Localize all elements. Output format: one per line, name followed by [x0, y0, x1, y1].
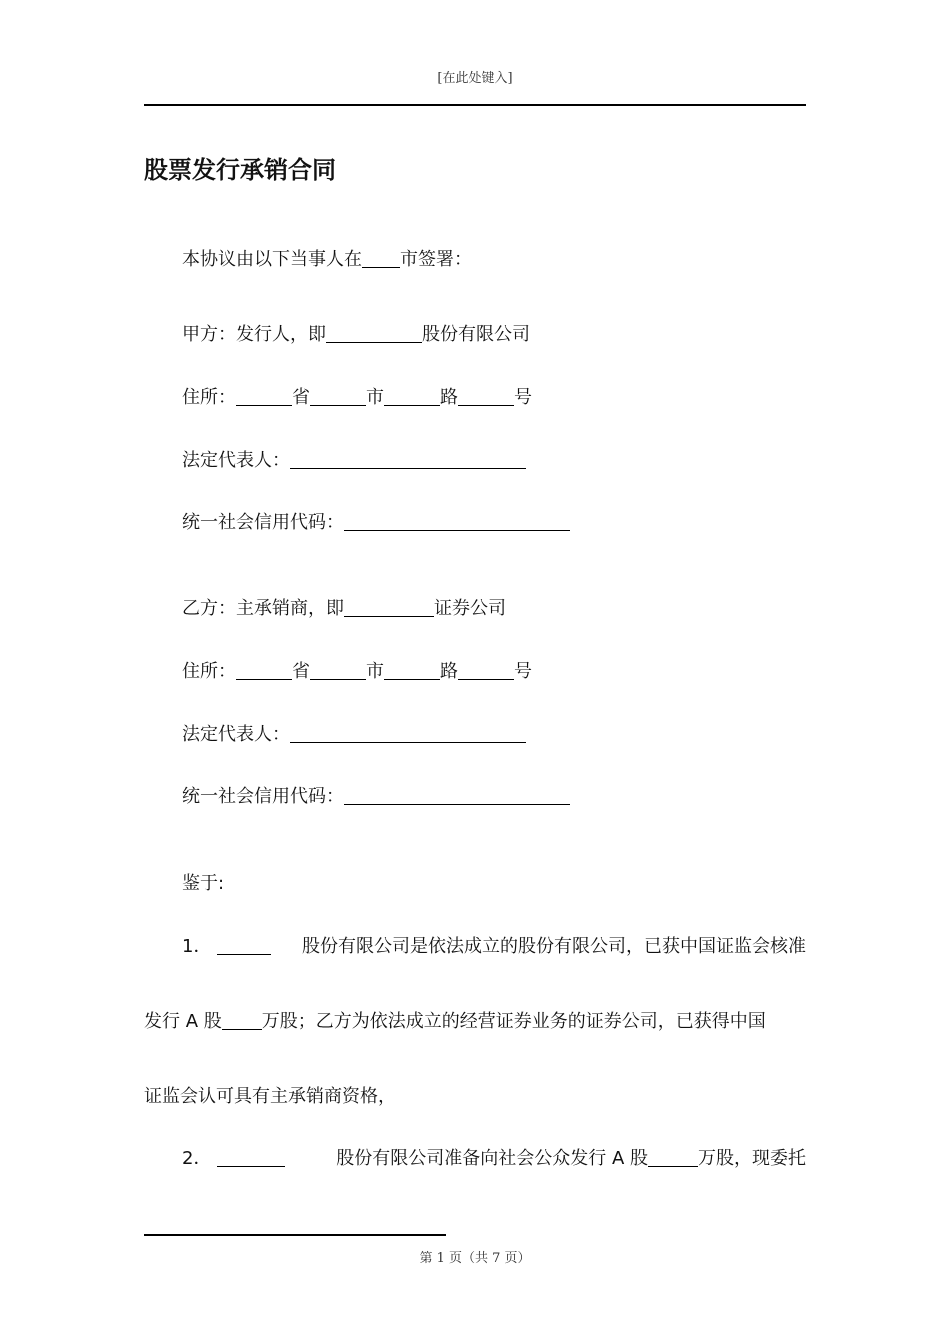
- party-b-line: [182, 594, 506, 620]
- city-blank: [310, 661, 366, 680]
- clause-1-number: 1．: [182, 932, 271, 958]
- credit-blank: [344, 786, 570, 805]
- number-unit: 号: [514, 387, 532, 408]
- share-amount-blank: [648, 1148, 698, 1167]
- clause-2-text: 股份有限公司准备向社会公众发行 A 股 万股，现委托: [336, 1148, 806, 1169]
- road-unit: 路: [440, 661, 458, 682]
- party-a-rep: [182, 446, 526, 472]
- province-blank: [236, 387, 292, 406]
- company-blank: [217, 936, 271, 955]
- road-blank: [384, 661, 440, 680]
- clause-1-line-2: [144, 1007, 766, 1033]
- party-a-suffix: 股份有限公司: [422, 324, 530, 345]
- intro-pre: 本协议由以下当事人在: [182, 249, 362, 270]
- rep-blank: [290, 450, 526, 469]
- city-blank: [310, 387, 366, 406]
- company-blank: [217, 1148, 285, 1167]
- party-b-address: [182, 657, 532, 683]
- party-b-suffix: 证券公司: [434, 598, 506, 619]
- footnote-rule: [144, 1234, 446, 1236]
- province-blank: [236, 661, 292, 680]
- credit-blank: [344, 512, 570, 531]
- clause-1-line-3: 证监会认可具有主承销商资格，: [144, 1086, 396, 1107]
- address-label: 住所：: [182, 387, 236, 408]
- credit-label: 统一社会信用代码：: [182, 786, 344, 807]
- clause-1-text: 股份有限公司是依法成立的股份有限公司，已获中国证监会核准: [302, 936, 806, 957]
- page-footer: 第 1 页（共 7 页）: [419, 1251, 531, 1266]
- header-rule: [144, 104, 806, 106]
- clause-1-share-label: 发行 A 股: [144, 1011, 222, 1032]
- rep-label: 法定代表人：: [182, 450, 290, 471]
- road-unit: 路: [440, 387, 458, 408]
- party-a-address: [182, 383, 532, 409]
- party-a-line: [182, 320, 530, 346]
- city-unit: 市: [366, 661, 384, 682]
- province-unit: 省: [292, 387, 310, 408]
- clause-1-text-2: 万股；乙方为依法成立的经营证券业务的证券公司，已获得中国: [261, 1011, 766, 1032]
- party-a-label: 甲方：发行人，即: [182, 324, 326, 345]
- party-b-label: 乙方：主承销商，即: [182, 598, 344, 619]
- clause-2-line-1: [182, 1144, 806, 1170]
- share-amount-blank: [222, 1011, 262, 1030]
- rep-label: 法定代表人：: [182, 724, 290, 745]
- whereas-heading: 鉴于:: [182, 873, 225, 894]
- city-unit: 市: [366, 387, 384, 408]
- clause-2-number: 2．: [182, 1144, 285, 1170]
- road-blank: [384, 387, 440, 406]
- number-blank: [458, 387, 514, 406]
- party-b-name-blank: [344, 598, 434, 617]
- credit-label: 统一社会信用代码：: [182, 512, 344, 533]
- city-blank: [362, 249, 400, 268]
- number-blank: [458, 661, 514, 680]
- party-a-name-blank: [326, 324, 422, 343]
- clause-1-line-1: [182, 932, 806, 958]
- province-unit: 省: [292, 661, 310, 682]
- page-header: [在此处键入]: [437, 71, 513, 86]
- document-title: 股票发行承销合同: [144, 155, 336, 184]
- party-a-credit: [182, 508, 570, 534]
- number-unit: 号: [514, 661, 532, 682]
- rep-blank: [290, 724, 526, 743]
- party-b-rep: [182, 720, 526, 746]
- party-b-credit: [182, 782, 570, 808]
- intro-line: [182, 245, 472, 271]
- intro-post: 市签署：: [400, 249, 472, 270]
- address-label: 住所：: [182, 661, 236, 682]
